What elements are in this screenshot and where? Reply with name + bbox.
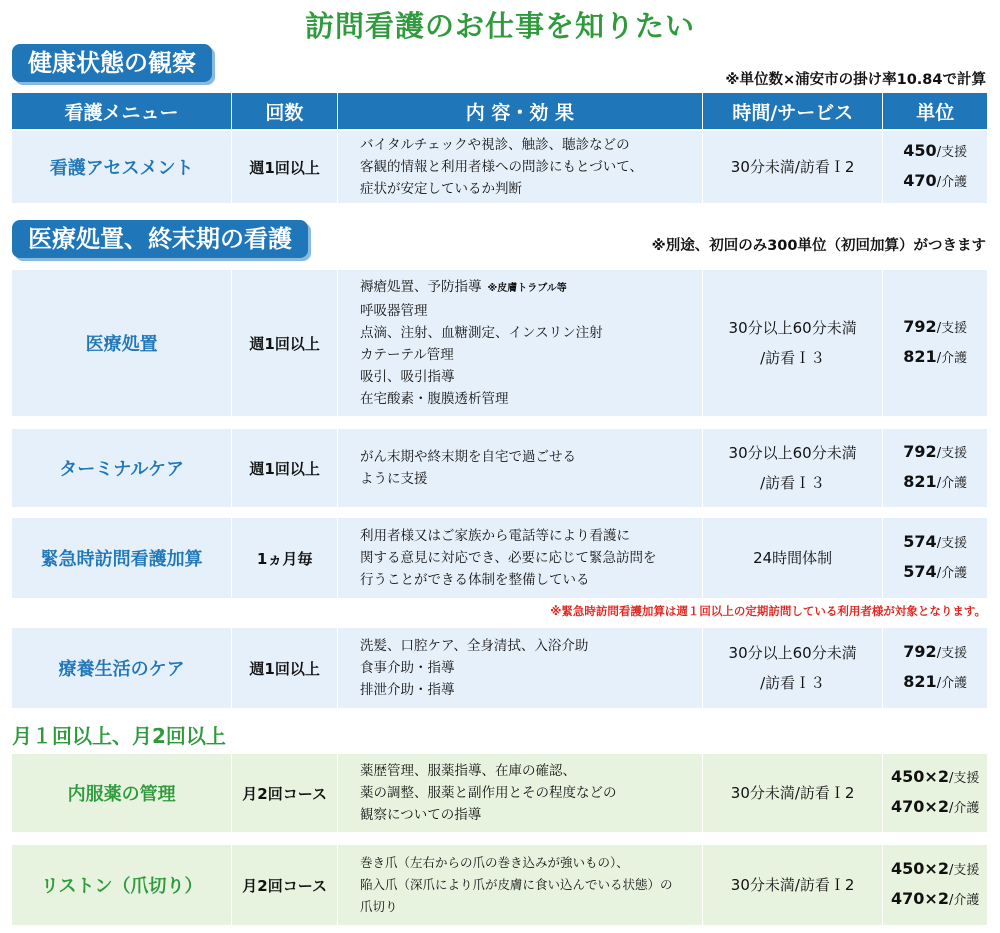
table-header bbox=[12, 93, 987, 129]
row-time bbox=[703, 429, 883, 507]
table-row-emergency bbox=[12, 518, 987, 598]
row-time bbox=[703, 518, 883, 598]
unit-value-care: 821 bbox=[903, 472, 937, 491]
unit-label-support: /支援 bbox=[936, 321, 968, 336]
unit-label-support: /支援 bbox=[936, 145, 968, 160]
section-heading-monthly: 月１回以上、月2回以上 bbox=[12, 724, 226, 748]
row-name: リストン（爪切り） bbox=[12, 845, 232, 925]
header-content: 内 容・効 果 bbox=[338, 93, 704, 129]
row-name: 療養生活のケア bbox=[12, 628, 232, 708]
time-line: /訪看Ｉ３ bbox=[760, 474, 826, 492]
content-line: 陥入爪（深爪により爪が皮膚に食い込んでいる状態）の bbox=[359, 877, 673, 892]
row-name: 緊急時訪問看護加算 bbox=[12, 518, 232, 598]
header-count: 回数 bbox=[232, 93, 338, 129]
unit-label-care: /介護 bbox=[936, 351, 968, 366]
time-line: 30分以上60分未満 bbox=[728, 444, 857, 462]
row-content bbox=[338, 429, 703, 507]
time-line: 24時間体制 bbox=[753, 549, 833, 567]
unit-value-support: 574 bbox=[903, 532, 937, 551]
row-unit bbox=[883, 270, 987, 416]
unit-label-care: /介護 bbox=[936, 175, 968, 190]
row-unit bbox=[883, 628, 987, 708]
row-unit bbox=[883, 845, 987, 925]
unit-label-care: /介護 bbox=[948, 801, 980, 816]
table-row-assessment bbox=[12, 131, 987, 203]
row-count: 週1回以上 bbox=[232, 270, 338, 416]
time-line: 30分未満/訪看Ｉ2 bbox=[730, 876, 855, 894]
row-name: ターミナルケア bbox=[12, 429, 232, 507]
row-name: 看護アセスメント bbox=[12, 131, 232, 203]
content-line: 薬歴管理、服薬指導、在庫の確認、 bbox=[359, 763, 576, 779]
row-count: 1ヵ月毎 bbox=[232, 518, 338, 598]
unit-value-care: 470 bbox=[903, 171, 937, 190]
content-line: バイタルチェックや視診、触診、聴診などの bbox=[359, 137, 630, 153]
unit-value-care: 470×2 bbox=[891, 797, 949, 816]
time-line: 30分未満/訪看Ｉ2 bbox=[730, 784, 855, 802]
header-unit: 単位 bbox=[916, 101, 955, 124]
content-line: 爪切り bbox=[359, 899, 398, 914]
unit-label-care: /介護 bbox=[936, 476, 968, 491]
table-row-medicine bbox=[12, 754, 987, 832]
content-line: 食事介助・指導 bbox=[359, 660, 455, 676]
unit-value-support: 450 bbox=[903, 141, 937, 160]
unit-value-support: 450×2 bbox=[891, 767, 949, 786]
time-line: 30分以上60分未満 bbox=[728, 644, 857, 662]
content-line: 観察についての指導 bbox=[359, 807, 482, 823]
content-line: 呼吸器管理 bbox=[359, 303, 428, 319]
table-row-medical bbox=[12, 270, 987, 416]
unit-label-support: /支援 bbox=[936, 446, 968, 461]
unit-value-care: 821 bbox=[903, 672, 937, 691]
unit-label-support: /支援 bbox=[936, 536, 968, 551]
row-name: 内服薬の管理 bbox=[12, 754, 232, 832]
content-line: カテーテル管理 bbox=[359, 347, 454, 363]
content-line: 排泄介助・指導 bbox=[359, 682, 455, 698]
time-line: /訪看Ｉ３ bbox=[760, 349, 826, 367]
content-line: 症状が安定しているか判断 bbox=[359, 181, 522, 197]
unit-value-support: 792 bbox=[903, 442, 937, 461]
row-unit bbox=[883, 518, 987, 598]
content-line: 洗髪、口腔ケア、全身清拭、入浴介助 bbox=[359, 638, 589, 654]
table-row-life-care bbox=[12, 628, 987, 708]
unit-label-care: /介護 bbox=[936, 566, 968, 581]
content-line: ように支援 bbox=[359, 471, 428, 487]
unit-value-care: 821 bbox=[903, 347, 937, 366]
row-content bbox=[338, 518, 703, 598]
row-content bbox=[338, 270, 703, 416]
header-time: 時間/サービス bbox=[703, 93, 883, 129]
row-unit bbox=[883, 131, 987, 203]
row-content bbox=[338, 131, 703, 203]
content-line: 吸引、吸引指導 bbox=[359, 369, 455, 385]
time-line: 30分以上60分未満 bbox=[728, 319, 857, 337]
emergency-target-note: ※緊急時訪問看護加算は週１回以上の定期訪問している利用者様が対象となります。 bbox=[550, 604, 986, 618]
content-line: 客観的情報と利用者様への問診にもとづいて、 bbox=[359, 159, 643, 175]
content-line: 関する意見に対応でき、必要に応じて緊急訪問を bbox=[359, 550, 657, 566]
content-subnote: ※皮膚トラブル等 bbox=[487, 283, 567, 294]
unit-label-support: /支援 bbox=[948, 771, 980, 786]
row-unit bbox=[883, 754, 987, 832]
content-line: 薬の調整、服薬と副作用とその程度などの bbox=[359, 785, 617, 801]
row-content bbox=[338, 628, 703, 708]
page-title: 訪問看護のお仕事を知りたい bbox=[304, 9, 695, 43]
row-time bbox=[703, 754, 883, 832]
row-content bbox=[338, 754, 703, 832]
content-line: 在宅酸素・腹膜透析管理 bbox=[359, 391, 509, 407]
content-line: 点滴、注射、血糖測定、インスリン注射 bbox=[359, 325, 603, 341]
unit-label-support: /支援 bbox=[948, 863, 980, 878]
row-count: 月2回コース bbox=[232, 845, 338, 925]
section-tab-medical: 医療処置、終末期の看護 bbox=[12, 220, 308, 258]
unit-value-support: 792 bbox=[903, 642, 937, 661]
unit-label-care: /介護 bbox=[936, 676, 968, 691]
content-line: 褥瘡処置、予防指導 bbox=[359, 279, 482, 295]
section-tab-health: 健康状態の観察 bbox=[12, 44, 212, 82]
row-count: 月2回コース bbox=[232, 754, 338, 832]
row-time bbox=[703, 628, 883, 708]
row-time bbox=[703, 845, 883, 925]
content-line: 行うことができる体制を整備している bbox=[359, 572, 590, 588]
row-unit bbox=[883, 429, 987, 507]
header-menu: 看護メニュー bbox=[12, 93, 232, 129]
content-line: 巻き爪（左右からの爪の巻き込みが強いもの）、 bbox=[359, 855, 629, 870]
time-line: /訪看Ｉ３ bbox=[760, 674, 826, 692]
unit-label-care: /介護 bbox=[948, 893, 980, 908]
unit-value-care: 574 bbox=[903, 562, 937, 581]
row-count: 週1回以上 bbox=[232, 131, 338, 203]
initial-addition-note: ※別途、初回のみ300単位（初回加算）がつきます bbox=[651, 238, 986, 254]
table-row-nail-care bbox=[12, 845, 987, 925]
row-time bbox=[703, 270, 883, 416]
row-time bbox=[703, 131, 883, 203]
unit-value-care: 470×2 bbox=[891, 889, 949, 908]
row-count: 週1回以上 bbox=[232, 628, 338, 708]
row-count: 週1回以上 bbox=[232, 429, 338, 507]
unit-value-support: 450×2 bbox=[891, 859, 949, 878]
time-line: 30分未満/訪看Ｉ2 bbox=[730, 158, 855, 176]
unit-value-support: 792 bbox=[903, 317, 937, 336]
row-name: 医療処置 bbox=[12, 270, 232, 416]
table-row-terminal bbox=[12, 429, 987, 507]
unit-label-support: /支援 bbox=[936, 646, 968, 661]
calculation-note: ※単位数×浦安市の掛け率10.84で計算 bbox=[725, 72, 986, 88]
row-content bbox=[338, 845, 703, 925]
content-line: 利用者様又はご家族から電話等により看護に bbox=[359, 528, 630, 544]
content-line: がん末期や終末期を自宅で過ごせる bbox=[359, 449, 576, 465]
